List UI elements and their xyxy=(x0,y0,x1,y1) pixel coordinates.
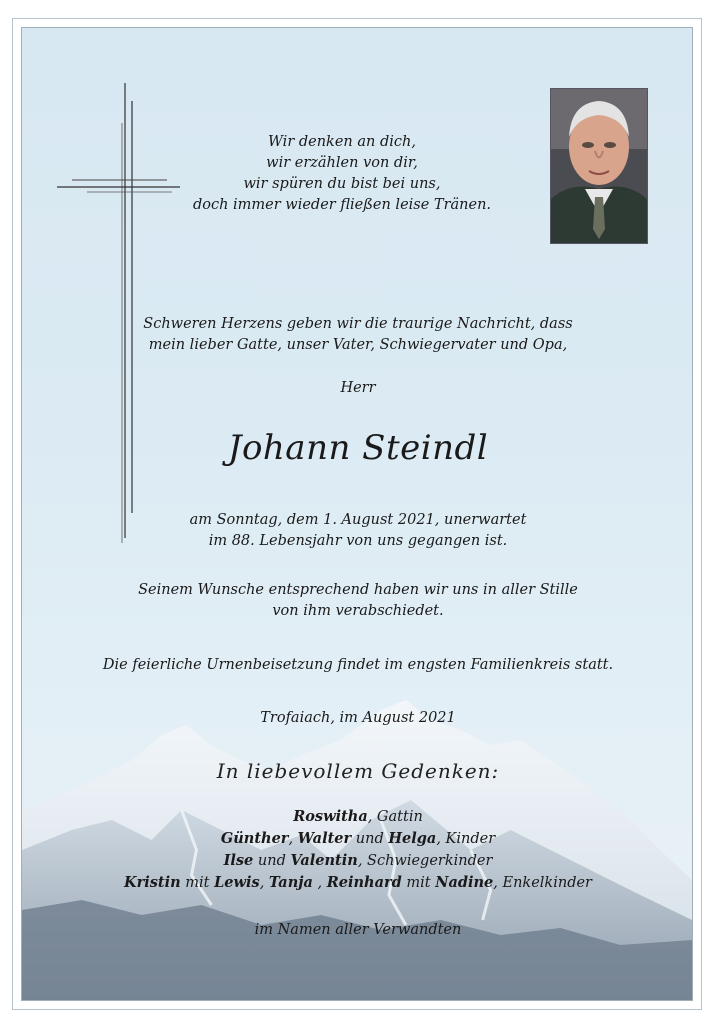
wish-line: Seinem Wunsche entsprechend haben wir uns in aller Stille xyxy=(138,582,578,598)
poem-line: Wir denken an dich, xyxy=(268,134,416,150)
family-line-spouse xyxy=(22,806,693,828)
poem-line: wir erzählen von dir, xyxy=(266,155,418,171)
family-role: , Schwiegerkinder xyxy=(357,853,493,869)
family-name: Ilse xyxy=(223,852,254,869)
memory-heading: In liebevollem Gedenken: xyxy=(216,759,500,783)
separator: mit xyxy=(401,875,436,891)
salutation: Herr xyxy=(340,380,376,396)
separator: , xyxy=(288,831,298,847)
family-role: , Kinder xyxy=(436,831,496,847)
family-name: Roswitha xyxy=(293,808,368,825)
separator: , xyxy=(259,875,269,891)
family-line-inlaws xyxy=(22,850,693,872)
family-line-children xyxy=(22,828,693,850)
poem-line: wir spüren du bist bei uns, xyxy=(243,176,441,192)
family-name: Reinhard xyxy=(326,874,402,891)
wish-line: von ihm verabschiedet. xyxy=(272,603,444,619)
deceased-name: Johann Steindl xyxy=(227,428,489,468)
portrait-photo xyxy=(550,88,648,244)
poem xyxy=(142,132,542,216)
family-list xyxy=(22,806,693,894)
poem-line: doch immer wieder fließen leise Tränen. xyxy=(192,197,492,213)
urn-burial-notice: Die feierliche Urnenbeisetzung findet im engsten Familienkreis statt. xyxy=(102,657,614,673)
farewell-notice xyxy=(22,580,693,622)
separator: und xyxy=(253,853,291,869)
separator: , xyxy=(312,875,327,891)
family-name: Walter xyxy=(297,830,352,847)
obituary-card xyxy=(12,18,702,1010)
announcement-intro xyxy=(22,314,693,356)
family-name: Nadine xyxy=(435,874,494,891)
place-date: Trofaiach, im August 2021 xyxy=(260,710,456,726)
death-line: im 88. Lebensjahr von uns gegangen ist. xyxy=(208,533,508,549)
obituary-panel xyxy=(21,27,693,1001)
intro-line: Schweren Herzens geben wir die traurige Nachricht, dass xyxy=(143,316,573,332)
death-line: am Sonntag, dem 1. August 2021, unerwartet xyxy=(189,512,527,528)
family-name: Lewis xyxy=(214,874,260,891)
family-name: Helga xyxy=(388,830,437,847)
separator: und xyxy=(351,831,389,847)
relatives-signoff: im Namen aller Verwandten xyxy=(254,922,462,938)
separator: mit xyxy=(180,875,215,891)
family-name: Günther xyxy=(220,830,289,847)
family-role: , Gattin xyxy=(367,809,423,825)
death-notice xyxy=(22,510,693,552)
intro-line: mein lieber Gatte, unser Vater, Schwiegervater und Opa, xyxy=(148,337,568,353)
family-role: , Enkelkinder xyxy=(493,875,592,891)
family-name: Kristin xyxy=(124,874,181,891)
family-name: Valentin xyxy=(290,852,358,869)
family-name: Tanja xyxy=(268,874,313,891)
family-line-grandchildren xyxy=(22,872,693,894)
